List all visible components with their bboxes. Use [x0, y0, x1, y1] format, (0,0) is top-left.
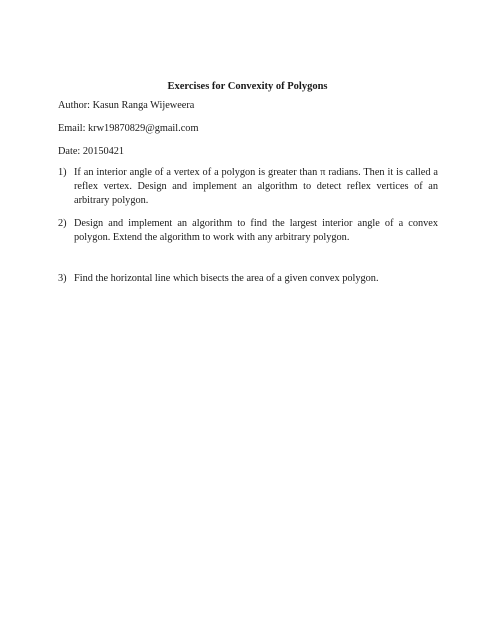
date-line: Date: 20150421 — [58, 146, 125, 157]
exercise-number: 2) — [58, 218, 67, 229]
email-line: Email: krw19870829@gmail.com — [58, 123, 199, 134]
author-line: Author: Kasun Ranga Wijeweera — [58, 100, 195, 111]
exercise-text: Find the horizontal line which bisects the area of a given convex polygon. — [74, 273, 379, 284]
exercise-text: Design and implement an algorithm to find the largest interior angle of a convex polygon. Extend the algorithm to work with any arbitrary polygon. — [74, 218, 438, 243]
exercise-item — [58, 272, 438, 286]
exercise-item — [58, 217, 438, 245]
document-title: Exercises for Convexity of Polygons — [167, 81, 328, 92]
exercise-text: If an interior angle of a vertex of a polygon is greater than π radians. Then it is called a reflex vertex. Design and implement an algorithm to detect reflex vertices of an arbitrary polygon. — [74, 167, 438, 206]
exercise-number: 3) — [58, 273, 67, 284]
exercise-number: 1) — [58, 167, 67, 178]
exercise-item — [58, 166, 438, 208]
